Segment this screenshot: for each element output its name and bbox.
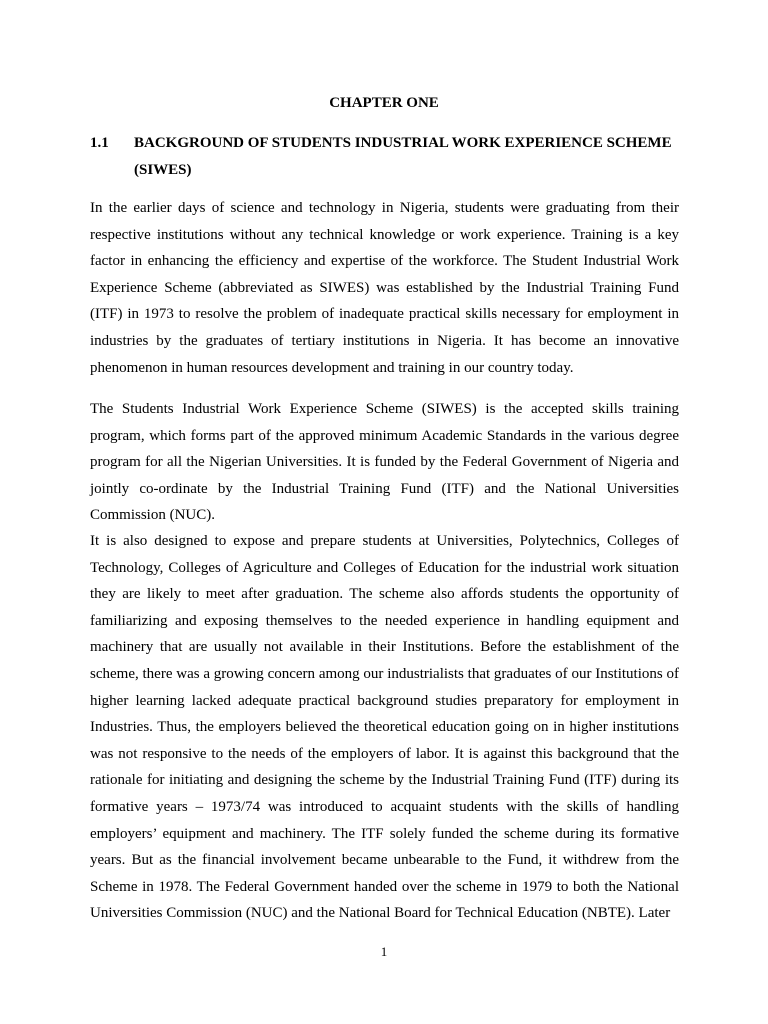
paragraph: The Students Industrial Work Experience Scheme (SIWES) is the accepted skills training program, which forms part of the approved minimum Academic Standards in the various degree program for all the Nigerian Universities. It is funded by the Federal Government of Nigeria and jointly co-ordinate by the Industrial Training Fund (ITF) and the National Universities Commission (NUC). [90, 401, 679, 524]
page-number: 1 [380, 944, 388, 959]
paragraph-3-container [90, 528, 679, 927]
paragraph-2-container [90, 396, 679, 529]
paragraph: In the earlier days of science and technology in Nigeria, students were graduating from their respective institutions without any technical knowledge or work experience. Training is a key factor in enhancing the efficiency and expertise of the workforce. The Student Industrial Work Experience Scheme (abbreviated as SIWES) was established by the Industrial Training Fund (ITF) in 1973 to resolve the problem of inadequate practical skills necessary for employment in industries by the graduates of tertiary institutions in Nigeria. It has become an innovative phenomenon in human resources development and training in our country today. [90, 200, 679, 376]
paragraph-1-container [90, 195, 679, 381]
section-number: 1.1 [90, 135, 109, 151]
section-heading: BACKGROUND OF STUDENTS INDUSTRIAL WORK EXPERIENCE SCHEME (SIWES) [134, 135, 672, 178]
chapter-title: CHAPTER ONE [329, 95, 439, 111]
paragraph: It is also designed to expose and prepare students at Universities, Polytechnics, Colleges of Technology, Colleges of Agriculture and Colleges of Education for the industrial work situation they are likely to meet after graduation. The scheme also affords students the opportunity of familiarizing and exposing themselves to the needed experience in handling equipment and machinery that are usually not available in their Institutions. Before the establishment of the scheme, there was a growing concern among our industrialists that graduates of our Institutions of higher learning lacked adequate practical background studies preparatory for employment in Industries. Thus, the employers believed the theoretical education going on in higher institutions was not responsive to the needs of the employers of labor. It is against this background that the rationale for initiating and designing the scheme by the Industrial Training Fund (ITF) during its formative years – 1973/74 was introduced to acquaint students with the skills of handling employers’ equipment and machinery. The ITF solely funded the scheme during its formative years. But as the financial involvement became unbearable to the Fund, it withdrew from the Scheme in 1978. The Federal Government handed over the scheme in 1979 to both the National Universities Commission (NUC) and the National Board for Technical Education (NBTE). Later [90, 533, 679, 922]
